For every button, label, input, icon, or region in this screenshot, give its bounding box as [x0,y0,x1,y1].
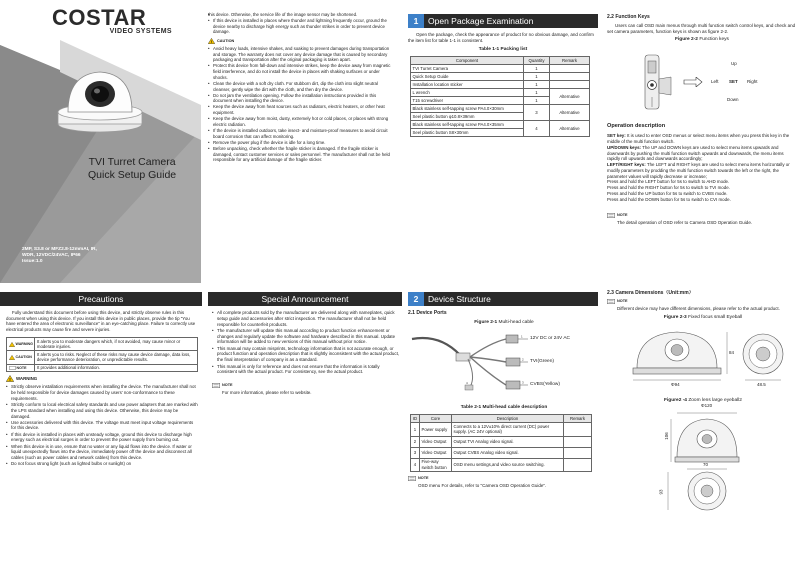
table-row [411,447,592,458]
function-keys-figure [607,47,797,117]
table-cell: Alternative [550,104,590,120]
table-cell: L wrench [411,89,524,97]
cable-table-body [411,423,592,472]
list-item: • Keep the device away from moist, dusty, extremely hot or cold places, or places with strong electric radiation. [208,116,394,127]
table-cell [564,436,592,447]
open-package-panel [408,32,598,182]
table-cell: 4 [411,458,420,471]
dimensions-heading: 2.3 Camera Dimensions（Unit:mm） [607,290,694,296]
cover-spec [22,247,97,265]
table-cell: 1 [411,423,420,436]
svg-text:1: 1 [521,334,523,339]
table-cell: 1 [524,73,550,81]
list-item: • Remove the power plug if the device is idle for a long time. [208,140,394,146]
special-panel [212,310,400,540]
table-cell: Alternative [550,120,590,136]
large-eyeball-drawing-icon [667,409,747,513]
note-text: For more information, please refer to website. [222,390,312,396]
table-row [411,81,590,89]
figure-title: Function keys [699,37,729,43]
figure-title: Fixed focus small Eyeball [688,314,743,320]
key-up-label: Up [731,60,737,66]
table-cell: Power supply [420,423,452,436]
figure-label: Figure 2-3 [663,314,687,320]
caution-icon [9,355,15,360]
note-text: The detail operation of OSD refer to Camera OSD Operation Guide. [617,219,753,225]
table-cell [564,447,592,458]
structure-header [408,292,598,306]
figure-label: Figure 2-1 [474,319,498,325]
table-row [411,423,592,436]
table-cell: TVI Turret Camera [411,65,524,73]
cover-title-line1: TVI Turret Camera [88,156,176,168]
table-header: ID [411,415,420,423]
table-cell: OSD menu settings,and video source switching. [452,458,564,471]
list-item: • Clean the device with a soft dry cloth. For stubborn dirt, dip the cloth into slight neutral cleanser, gently wipe the dirt with the cloth, and then dry the device. [208,81,394,92]
section-title: Device Structure [428,294,491,304]
list-item: • The manufacturer will update this manual according to product function enhancement or changes and regularly update the software and hardware described in this manual. Update information will be added to new versions of this manual without prior notice. [212,328,400,345]
table-row [411,458,592,471]
table-cell: Alternative [550,89,590,105]
table-cell: Output TVI Analog video signal. [452,436,564,447]
figure-label: Figure2 -4 [664,397,687,403]
precautions-panel [6,310,198,566]
svg-text:!: ! [9,377,11,383]
cable-table-caption: Table 2-1 Multi-head cable description [460,404,548,410]
brand-logo [52,5,172,36]
note-icon [607,213,615,218]
table-cell: 3 [524,104,550,120]
table-cell: Black stainless self-tapping screw PA4.0×35mm [411,120,524,128]
note-text: Different device may have different dimensions, please refer to the actual product. [617,305,780,311]
open-package-intro: Open the package, check the appearance of product for no obvious damage, and confirm the item list for table 1-1 is consistent. [408,32,594,43]
list-item: • This manual may contain misprints, technology information that is not accurate enough, or product function and operation description that is slightly inconsistent with the actual product, the final interpretation of company is as a standard. [212,346,400,363]
note-label-text: NOTE [617,298,628,303]
figure-caption [607,315,799,321]
table-cell: 1 [524,81,550,89]
list-item: • This manual is only for reference and does not ensure that the information is totally consistent with the actual product. For consistency, see the actual product. [212,364,400,376]
key-left-label: Left [711,78,719,84]
special-list [212,310,400,375]
table-row [411,89,590,97]
note-label [607,213,797,218]
multi-function-switch-icon [637,51,677,113]
logo-sub-text: VIDEO SYSTEMS [109,28,172,35]
note-icon [212,383,220,388]
arrow-right-icon [683,77,703,87]
table-cell: It alerts you to moderate dangers which, if not avoided, may cause minor or moderate injuries. [35,337,198,350]
table-row [411,120,590,128]
dim-height-label: 106 [663,432,669,440]
note-label-text: NOTE [617,212,628,217]
table-cell [550,65,590,73]
op-updown: UP/DOWN keys: The UP and DOWN keys are used to select menu items upwards and downwards by pushing the multi function switch upwards and downwards, the menu items rapidly roll upwards and downwards accordingly; [607,144,784,162]
list-item: • this device. Otherwise, the service life of the image sensor may be shortened. [208,12,394,18]
packing-table [410,56,590,137]
table-row [7,351,198,364]
list-item: • Use accessories delivered with this device. The voltage must meet input voltage requirements for this device. [6,420,198,431]
table-row [411,65,590,73]
note-icon [607,299,615,304]
table-cell: Connects to a 12V±10% direct current (DC) power supply. (AC 24V optional) [452,423,564,436]
table-cell: 3 [411,447,420,458]
safety-continued-panel [208,12,394,282]
svg-text:3: 3 [522,380,524,385]
table-cell [550,81,590,89]
caution-label [208,38,394,44]
legend-label: CAUTION [15,355,32,360]
table-header: Core [420,415,452,423]
small-eyeball-drawing-icon [627,324,787,386]
section-title: Open Package Examination [428,16,534,26]
op-leftright: LEFT/RIGHT keys: The LEFT and RIGHT keys are used to select menu items horizontally or modify parameters by prodding the multi function switch towards the left or the right, the parameter values will rapidly decrease or increase; [607,162,790,179]
safety-intro-list [208,12,394,35]
table-cell: Quick Setup Guide [411,73,524,81]
operation-title: Operation description [607,122,666,129]
list-item: • If the device is installed outdoors, take insect- and moisture-proof measures to avoid circuit board corrosion that can affect monitoring. [208,128,394,139]
caution-label-text: CAUTION [217,38,235,43]
table-cell: 1 [524,89,550,97]
port3-label: CVBS(Yellow) [530,381,560,387]
ports-heading: 2.1 Device Ports [408,310,447,316]
table-cell [7,364,35,372]
port1-label: 12V DC or 24V AC [530,335,570,341]
table-row [411,104,590,112]
table-cell: Seel plastic button φ10.8×39mm [411,112,524,120]
caution-list [208,46,394,163]
table-cell [7,351,35,364]
note-icon [408,476,416,481]
table-cell: Output CVBS Analog video signal. [452,447,564,458]
warning-icon [6,375,14,382]
cover-spec-line2: WDR, 12VDC/24VAC, IP66 [22,253,81,258]
section-number: 2 [408,292,424,306]
symbol-legend-table [6,337,198,373]
list-item: • If this device is installed in places where thunder and lightning frequently occur, ground the device nearby to discharge high energy such as thunder strikes in order to prevent device damage. [208,18,394,35]
caution-icon [208,38,215,44]
table-cell: T15 screwdriver [411,96,524,104]
cover-title-line2: Quick Setup Guide [88,169,177,181]
warning-label-text: WARNING [16,376,38,382]
table-row [411,436,592,447]
list-item: • Strictly observe installation requirements when installing the device. The manufacturer shall not be held responsible for device damages caused by users' non-conformance to these requirements. [6,384,198,401]
table-header: Component [411,57,524,65]
table-cell: 1 [524,65,550,73]
structure-panel [408,310,600,566]
table-cell: Seel plastic button S8×30mm [411,128,524,136]
note-text: OSD menu For details, refer to "Camera OSD Operation Guide". [418,482,547,488]
small-eyeball-figure [607,324,799,386]
list-item: • When this device is in use, ensure that no water or any liquid flows into the device. If water or liquid unexpectedly flows into the device, immediately power off the device and disconnect all cables (such as power cables and network cables) from this device. [6,444,198,461]
table-header: Remark [564,415,592,423]
operation-text [607,133,797,202]
figure-title: Zoom lens large eyeball2 [688,397,742,403]
key-set-label: SET [729,78,738,84]
list-item: • Strictly conform to local electrical safety standards and use power adapters that are marked with the LPS standard when installing and using this device. Otherwise, this device may be damaged. [6,402,198,419]
dim-side-label: 48.5 [757,381,766,387]
table-cell: Video Output [420,436,452,447]
table-cell: Black stainless self-tapping screw PA4.0×30mm [411,104,524,112]
table-cell [564,458,592,471]
note-label-text: NOTE [222,383,233,388]
op-set: SET key: It is used to enter OSD menus or select menu items when you press this key in the middle of the multi function switch. [607,133,790,144]
logo-main-text: COSTAR [52,5,147,30]
camera-image [52,60,148,136]
list-item: • If this device is installed in places with unsteady voltage, ground this device to discharge high energy such as electrical surges in order to prevent the power supply from burning out. [6,432,198,443]
figure-caption [408,320,600,326]
table-header: Description [452,415,564,423]
table-row [7,337,198,350]
list-item: • All complete products sold by the manufacturer are delivered along with nameplates, quick setup guide and accessories after strict inspection. The manufacturer shall not be held responsible for counterfeit products. [212,310,400,327]
table-row [411,73,590,81]
dimensions-panel [607,290,799,566]
special-header: Special Announcement [208,292,402,306]
precautions-intro: Fully understand this document before using this device, and strictly observe rules in this document when using this device. If you install this device in public places, provide the tip "You have entered the area of electronic surveillance" in an eye-catching place. Failure to correctly use electrical products may cause fire and severe injuries. [6,310,196,333]
list-item: • Avoid heavy loads, intensive shakes, and soaking to prevent damages during transportation and storage. The warranty does not cover any device damage that is caused by secondary packaging and transportation after the original packaging is taken apart. [208,46,394,63]
table-cell: It provides additional information. [35,364,198,372]
open-package-header [408,14,598,28]
cover-background [0,0,201,283]
legend-label: WARNING [15,341,33,346]
table-cell [564,423,592,436]
note-label-text: NOTE [418,475,429,480]
note-label [408,476,600,481]
dim-side-label: 93 [658,489,664,495]
cover-spec-line1: 2MP, S3.8 or MFZ2.8-12mmAI, IR, [22,247,97,252]
cable-table [410,414,592,472]
table-cell: 2 [411,436,420,447]
svg-text:4: 4 [466,380,468,385]
key-right-label: Right [747,78,758,84]
table-cell [7,337,35,350]
list-item: • Do not jam the ventilation opening. Follow the installation instructions provided in this document when installing the device. [208,93,394,104]
warning-icon [9,342,15,347]
list-item: • Before unpacking, check whether the fragile sticker is damaged. If the fragile sticker is damaged, contact customer services or sales personnel. The manufacturer shall not be held responsible for any artificial damage of the fragile sticker. [208,146,394,163]
section-number: 1 [408,14,424,28]
legend-label: NOTE [16,365,27,370]
cover-spec-line3: Issue:1.0 [22,259,43,264]
warning-label [6,375,198,382]
port2-label: TVI(Green) [530,358,554,364]
table-header: Remark [550,57,590,65]
op-line: Press and hold the DOWN button for 5s to switch to CVI mode. [607,196,731,202]
table-cell: Installation location sticker [411,81,524,89]
table-header: Quantity [524,57,550,65]
figure-title: Multi-head cable [498,319,534,325]
svg-text:!: ! [210,39,213,45]
svg-text:2: 2 [522,357,524,362]
function-keys-heading: 2.2 Function Keys [607,14,650,20]
dim-width-label: Φ120 [701,403,713,409]
table-cell: 1 [524,96,550,104]
table-cell: It alerts you to risks. Neglect of these risks may cause device damage, data loss, device performance deterioration, or unpredictable results. [35,351,198,364]
op-line: Press and hold the RIGHT button for 5s to switch to TVI mode. [607,185,730,191]
cover-title [88,156,176,182]
table-row [7,364,198,372]
figure-caption [607,37,797,43]
op-line: Press and hold the LEFT button for 5s to switch to AHD mode. [607,179,730,185]
cover-panel [0,0,201,283]
note-label [212,383,400,388]
table-cell [550,73,590,81]
table-cell: Five-way switch button [420,458,452,471]
packing-table-caption: Table 1-1 Packing list [478,46,528,52]
list-item: • Keep the device away from heat sources such as radiators, electric heaters, or other heat equipment. [208,104,394,115]
dim-base-label: 70 [703,462,709,468]
list-item: • Do not focus strong light (such as lighted bulbs or sunlight) on [6,461,198,467]
dim-width-label: Φ94 [671,381,680,387]
function-keys-panel [607,14,797,282]
op-line: Press and hold the UP button for 5s to switch to CVBS mode. [607,190,728,196]
list-item: • Protect this device from fall-down and intensive strikes, keep the device away from magnetic field interference, and do not install the device in places with shaking surfaces or under shocks. [208,63,394,80]
warning-list [6,384,198,467]
key-down-label: Down [727,96,739,102]
precautions-header: Precautions [0,292,202,306]
cable-figure [408,329,600,391]
figure-label: Figure 2-2 [675,37,698,43]
large-eyeball-figure [607,403,799,517]
function-keys-intro: Users can call OSD main menus through multi function switch control keys, and check and set camera parameters, function keys is shown as figure 2-2. [607,22,796,34]
note-label [607,299,799,304]
dim-height-label: 84 [729,349,735,355]
note-icon [9,366,16,370]
multi-head-cable-icon [410,329,600,391]
table-cell: 4 [524,120,550,136]
table-cell: Video Output [420,447,452,458]
